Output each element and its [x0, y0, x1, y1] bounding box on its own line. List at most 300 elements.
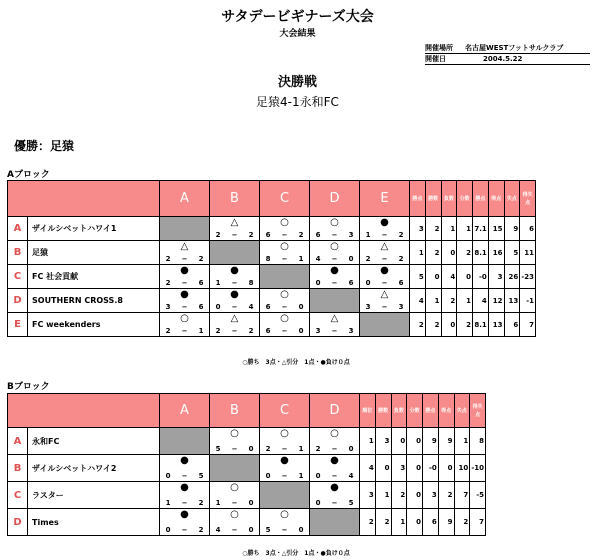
corner-cell [8, 181, 160, 217]
stat-header: 負数 [391, 394, 407, 428]
stat-value: -5 [470, 482, 486, 509]
stat-value: 9 [423, 428, 439, 455]
match-score [310, 231, 359, 240]
result-symbol: △ [180, 241, 189, 252]
result-symbol: ○ [330, 217, 339, 228]
stat-value: 5 [504, 241, 520, 265]
score-right: 2 [198, 255, 204, 263]
self-match-cell [310, 289, 360, 313]
match-score [160, 279, 209, 288]
score-right: 6 [198, 279, 204, 287]
score-left: 4 [315, 255, 321, 263]
match-result-cell [210, 289, 260, 313]
score-left: 6 [265, 327, 271, 335]
team-name: FC 社会貢献 [28, 265, 160, 289]
block-a-table [7, 180, 536, 337]
result-symbol: △ [330, 313, 339, 324]
result-symbol: ● [180, 482, 189, 493]
score-left: 1 [215, 499, 221, 507]
stat-value: 1 [410, 241, 426, 265]
score-left: 3 [365, 303, 371, 311]
score-left: 3 [315, 327, 321, 335]
score-right: 5 [348, 499, 354, 507]
stat-value: 6 [423, 509, 439, 536]
match-result-cell [160, 509, 210, 536]
date-row [425, 54, 590, 65]
stat-header: 得点 [438, 394, 454, 428]
score-dash: − [231, 445, 238, 453]
score-right: 8 [248, 279, 254, 287]
match-result-cell [360, 289, 410, 313]
match-result-cell [210, 428, 260, 455]
stat-value: 3 [360, 482, 376, 509]
score-right: 4 [348, 472, 354, 480]
score-left: 0 [315, 499, 321, 507]
stat-value: 8 [470, 428, 486, 455]
team-row [8, 455, 486, 482]
stat-value: 1 [425, 289, 441, 313]
score-right: 2 [398, 231, 404, 239]
stat-header: 得失点 [520, 181, 536, 217]
match-result-cell [260, 313, 310, 337]
match-score [210, 231, 259, 240]
score-right: 3 [398, 303, 404, 311]
result-symbol: ○ [230, 482, 239, 493]
match-score [360, 303, 409, 312]
result-symbol: ● [180, 265, 189, 276]
score-dash: − [281, 303, 288, 311]
score-right: 2 [198, 499, 204, 507]
match-result-cell [310, 428, 360, 455]
result-symbol: ○ [280, 313, 289, 324]
team-letter: D [8, 509, 28, 536]
score-dash: − [281, 327, 288, 335]
stat-value: 13 [504, 289, 520, 313]
result-symbol: ○ [280, 509, 289, 520]
column-header: D [310, 394, 360, 428]
score-left: 0 [165, 526, 171, 534]
match-result-cell [260, 241, 310, 265]
column-header: B [210, 394, 260, 428]
result-symbol: ● [180, 289, 189, 300]
stat-value: 1 [391, 509, 407, 536]
score-left: 0 [315, 279, 321, 287]
score-right: 1 [198, 327, 204, 335]
stat-header: 失点 [454, 394, 470, 428]
score-left: 6 [315, 231, 321, 239]
match-score [310, 327, 359, 336]
score-right: 2 [248, 231, 254, 239]
result-symbol: △ [380, 241, 389, 252]
score-right: 2 [398, 255, 404, 263]
stat-value: -0 [473, 265, 489, 289]
team-row [8, 313, 536, 337]
match-score [260, 445, 309, 454]
score-dash: − [231, 327, 238, 335]
score-left: 1 [215, 279, 221, 287]
stat-value: 2 [441, 289, 457, 313]
self-match-cell [360, 313, 410, 337]
stat-value: 0 [457, 265, 473, 289]
stat-value: 1 [441, 217, 457, 241]
stat-header: 得点 [488, 181, 504, 217]
score-dash: − [331, 255, 338, 263]
stat-value: 2 [438, 482, 454, 509]
stat-header: 勝数 [375, 394, 391, 428]
stat-value: 12 [488, 289, 504, 313]
self-match-cell [160, 217, 210, 241]
column-header: E [360, 181, 410, 217]
team-row [8, 265, 536, 289]
score-dash: − [181, 499, 188, 507]
stat-value: 3 [488, 265, 504, 289]
match-score [310, 445, 359, 454]
result-symbol: △ [230, 313, 239, 324]
score-left: 2 [365, 255, 371, 263]
stat-value: 7 [520, 313, 536, 337]
score-right: 0 [248, 526, 254, 534]
score-left: 1 [365, 231, 371, 239]
score-dash: − [181, 472, 188, 480]
score-dash: − [231, 499, 238, 507]
stat-value: 9 [438, 428, 454, 455]
match-result-cell [260, 455, 310, 482]
venue-value: 名古屋WESTフットサルクラブ [465, 44, 564, 52]
self-match-cell [160, 428, 210, 455]
column-header: A [160, 394, 210, 428]
result-symbol: △ [230, 217, 239, 228]
match-result-cell [260, 289, 310, 313]
score-left: 2 [165, 279, 171, 287]
date-label: 開催日 [425, 55, 446, 63]
result-symbol: △ [380, 289, 389, 300]
stat-value: 4 [360, 455, 376, 482]
score-right: 0 [298, 303, 304, 311]
match-result-cell [210, 509, 260, 536]
stat-header: 勝点 [410, 181, 426, 217]
score-dash: − [281, 526, 288, 534]
score-dash: − [381, 231, 388, 239]
score-left: 5 [265, 526, 271, 534]
header-row [8, 394, 486, 428]
venue-row [425, 43, 590, 54]
stat-header: 負数 [441, 181, 457, 217]
venue-label: 開催場所 [425, 44, 453, 52]
stat-value: 0 [407, 509, 423, 536]
match-result-cell [160, 241, 210, 265]
score-left: 3 [165, 303, 171, 311]
stat-value: 6 [504, 313, 520, 337]
match-score [260, 327, 309, 336]
match-result-cell [260, 509, 310, 536]
page-subtitle: 大会結果 [279, 29, 316, 39]
score-dash: − [331, 445, 338, 453]
final-title: 決勝戦 [277, 75, 317, 90]
stat-value: 2 [454, 509, 470, 536]
team-letter: C [8, 482, 28, 509]
stat-value: 26 [504, 265, 520, 289]
score-dash: − [331, 499, 338, 507]
team-name: ザイルシベットハワイ2 [28, 455, 160, 482]
score-dash: − [181, 279, 188, 287]
score-right: 0 [348, 255, 354, 263]
match-result-cell [360, 241, 410, 265]
result-symbol: ○ [180, 313, 189, 324]
team-row [8, 482, 486, 509]
stat-header: 失点 [504, 181, 520, 217]
score-right: 0 [298, 526, 304, 534]
block-b-table [7, 393, 486, 536]
score-dash: − [381, 279, 388, 287]
match-score [210, 445, 259, 454]
score-left: 6 [265, 231, 271, 239]
stat-value: 1 [360, 428, 376, 455]
stat-value: 7 [454, 482, 470, 509]
score-right: 6 [398, 279, 404, 287]
score-right: 1 [298, 255, 304, 263]
score-left: 2 [165, 327, 171, 335]
team-letter: E [8, 313, 28, 337]
stat-value: 4 [473, 289, 489, 313]
score-dash: − [231, 279, 238, 287]
score-dash: − [231, 526, 238, 534]
stat-value: 0 [407, 428, 423, 455]
score-left: 0 [265, 472, 271, 480]
result-symbol: ● [330, 455, 339, 466]
score-dash: − [381, 255, 388, 263]
stat-value: 0 [407, 455, 423, 482]
match-score [160, 303, 209, 312]
stat-value: -0 [423, 455, 439, 482]
match-result-cell [160, 289, 210, 313]
result-symbol: ○ [230, 428, 239, 439]
score-left: 1 [165, 499, 171, 507]
team-letter: A [8, 428, 28, 455]
date-value: 2004.5.22 [483, 55, 523, 63]
score-dash: − [181, 327, 188, 335]
stat-value: 16 [488, 241, 504, 265]
result-symbol: ● [180, 509, 189, 520]
match-score [360, 279, 409, 288]
match-score [260, 231, 309, 240]
stat-value: 7 [470, 509, 486, 536]
match-result-cell [310, 265, 360, 289]
match-score [260, 303, 309, 312]
stat-value: 4 [410, 289, 426, 313]
stat-value: 2 [457, 313, 473, 337]
stat-value: -23 [520, 265, 536, 289]
match-score [160, 255, 209, 264]
result-symbol: ○ [330, 428, 339, 439]
column-header: C [260, 394, 310, 428]
score-dash: − [181, 255, 188, 263]
stat-value: 2 [425, 313, 441, 337]
score-right: 0 [348, 445, 354, 453]
match-score [310, 279, 359, 288]
team-name: SOUTHERN CROSS.8 [28, 289, 160, 313]
result-symbol: ○ [280, 217, 289, 228]
match-score [210, 526, 259, 535]
stat-value: 8.1 [473, 241, 489, 265]
team-name: ラスター [28, 482, 160, 509]
score-dash: − [331, 279, 338, 287]
match-result-cell [360, 217, 410, 241]
match-result-cell [310, 241, 360, 265]
team-name: 足猿 [28, 241, 160, 265]
stat-header: 分数 [407, 394, 423, 428]
result-symbol: ● [180, 455, 189, 466]
block-b-title: Bブロック [7, 382, 50, 392]
score-right: 0 [248, 445, 254, 453]
match-score [160, 327, 209, 336]
header-row [8, 181, 536, 217]
stat-header: 勝点 [423, 394, 439, 428]
score-left: 0 [365, 279, 371, 287]
stat-header: 勝点 [473, 181, 489, 217]
self-match-cell [310, 509, 360, 536]
team-row [8, 289, 536, 313]
match-result-cell [160, 313, 210, 337]
score-left: 0 [315, 472, 321, 480]
score-left: 2 [315, 445, 321, 453]
result-symbol: ○ [280, 241, 289, 252]
block-b-legend: ○勝ち 3点・△引分 1点・●負け０点 [242, 550, 350, 557]
stat-value: 0 [441, 313, 457, 337]
stat-value: 3 [391, 455, 407, 482]
team-row [8, 428, 486, 455]
final-score: 足猿4-1永和FC [256, 95, 339, 109]
stat-value: 1 [454, 428, 470, 455]
match-result-cell [260, 428, 310, 455]
stat-value: 15 [488, 217, 504, 241]
match-score [210, 499, 259, 508]
match-result-cell [310, 313, 360, 337]
stat-value: 11 [520, 241, 536, 265]
score-right: 1 [298, 445, 304, 453]
stat-header: 勝数 [425, 181, 441, 217]
result-symbol: ● [380, 265, 389, 276]
self-match-cell [210, 241, 260, 265]
score-right: 3 [348, 327, 354, 335]
team-row [8, 217, 536, 241]
match-result-cell [210, 482, 260, 509]
score-left: 5 [215, 445, 221, 453]
result-symbol: ○ [280, 428, 289, 439]
score-right: 4 [248, 303, 254, 311]
score-right: 6 [198, 303, 204, 311]
stat-value: 2 [425, 217, 441, 241]
stat-value: 8.1 [473, 313, 489, 337]
score-dash: − [331, 327, 338, 335]
result-symbol: ○ [230, 509, 239, 520]
result-symbol: ● [380, 217, 389, 228]
match-result-cell [160, 265, 210, 289]
match-score [260, 255, 309, 264]
stat-value: 9 [438, 509, 454, 536]
score-dash: − [331, 472, 338, 480]
score-dash: − [231, 303, 238, 311]
match-result-cell [310, 217, 360, 241]
stat-value: 3 [423, 482, 439, 509]
match-score [310, 499, 359, 508]
stat-value: 10 [454, 455, 470, 482]
match-score [260, 526, 309, 535]
team-name: 永和FC [28, 428, 160, 455]
match-score [310, 255, 359, 264]
score-right: 6 [348, 279, 354, 287]
result-symbol: ● [330, 265, 339, 276]
team-letter: C [8, 265, 28, 289]
stat-value: 0 [391, 428, 407, 455]
score-right: 3 [348, 231, 354, 239]
stat-value: 0 [407, 482, 423, 509]
stat-value: 6 [520, 217, 536, 241]
stat-value: 2 [360, 509, 376, 536]
block-a-title: Aブロック [7, 170, 50, 180]
match-score [160, 499, 209, 508]
stat-header: 順位 [360, 394, 376, 428]
match-result-cell [210, 217, 260, 241]
score-left: 0 [165, 472, 171, 480]
match-result-cell [260, 217, 310, 241]
score-left: 0 [215, 303, 221, 311]
score-left: 2 [165, 255, 171, 263]
stat-value: 3 [410, 217, 426, 241]
score-dash: − [281, 255, 288, 263]
block-a-legend: ○勝ち 3点・△引分 1点・●負け０点 [242, 359, 350, 366]
score-left: 2 [215, 327, 221, 335]
match-result-cell [210, 313, 260, 337]
page-title: サタデービギナーズ大会 [221, 9, 374, 25]
result-symbol: ○ [280, 289, 289, 300]
score-left: 6 [265, 303, 271, 311]
score-right: 2 [298, 231, 304, 239]
score-dash: − [281, 445, 288, 453]
score-dash: − [231, 231, 238, 239]
column-header: A [160, 181, 210, 217]
result-symbol: ○ [330, 241, 339, 252]
score-left: 4 [215, 526, 221, 534]
score-dash: − [181, 526, 188, 534]
stat-value: 7.1 [473, 217, 489, 241]
corner-cell [8, 394, 160, 428]
stat-value: 0 [441, 241, 457, 265]
stat-value: 2 [425, 241, 441, 265]
team-name: FC weekenders [28, 313, 160, 337]
score-right: 5 [198, 472, 204, 480]
stat-value: 0 [425, 265, 441, 289]
stat-value: 1 [457, 289, 473, 313]
stat-value: 3 [375, 428, 391, 455]
score-right: 2 [198, 526, 204, 534]
score-right: 2 [248, 327, 254, 335]
score-left: 2 [265, 445, 271, 453]
stat-value: 0 [375, 455, 391, 482]
score-dash: − [381, 303, 388, 311]
team-letter: D [8, 289, 28, 313]
stat-value: 5 [410, 265, 426, 289]
team-letter: A [8, 217, 28, 241]
match-score [160, 472, 209, 481]
match-result-cell [160, 482, 210, 509]
stat-value: -10 [470, 455, 486, 482]
score-dash: − [281, 472, 288, 480]
stat-header: 得失点 [470, 394, 486, 428]
score-left: 8 [265, 255, 271, 263]
score-right: 0 [248, 499, 254, 507]
stat-value: -1 [520, 289, 536, 313]
match-score [310, 472, 359, 481]
